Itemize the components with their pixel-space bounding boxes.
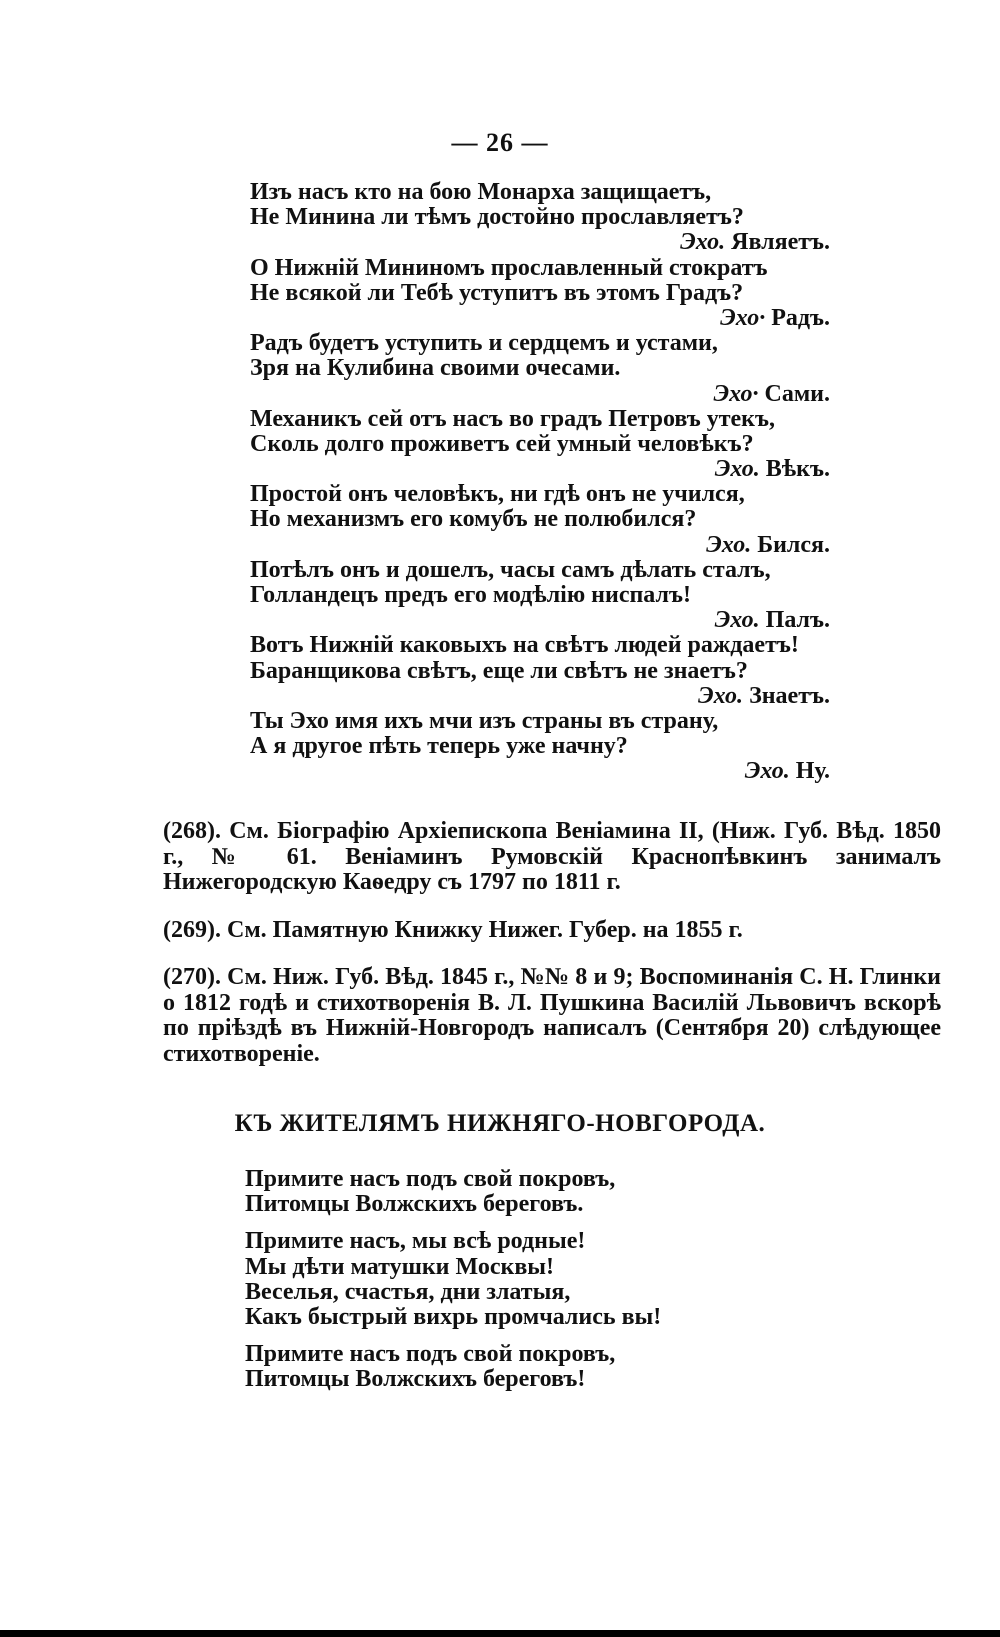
poem-line: Примите насъ подъ свой покровъ,	[245, 1166, 616, 1192]
poem-line: А я другое пѣть теперь уже начну?	[250, 733, 628, 760]
echo-label: Эхо.	[714, 607, 760, 634]
poem-line: Питомцы Волжскихъ береговъ.	[245, 1191, 584, 1218]
poem-line: Голландецъ предъ его модѣлію ниспалъ!	[250, 582, 691, 608]
footnote-270: (270). См. Ниж. Губ. Вѣд. 1845 г., №№ 8 и 9; Воспоминанія С. Н. Глинки о 1812 годѣ и стихотворенія В. Л. Пушкина Василій Львовичъ вскорѣ по пріѣздѣ въ Нижній-Новгородъ написалъ (Сентября 20) слѣдующее стихотвореніе.	[163, 964, 941, 1067]
footnotes	[163, 819, 941, 1089]
poem-line: Примите насъ, мы всѣ родные!	[245, 1228, 586, 1255]
echo-word: Знаетъ.	[749, 682, 830, 709]
page-number: — 26 —	[451, 128, 549, 157]
poem-line: Вотъ Нижній каковыхъ на свѣтъ людей раждаетъ!	[250, 632, 799, 659]
echo-line	[250, 533, 830, 558]
page-edge-rule	[0, 1630, 1000, 1637]
echo-label: Эхо.	[698, 682, 744, 709]
poem-line: Потѣлъ онъ и дошелъ, часы самъ дѣлать сталъ,	[250, 556, 771, 583]
echo-label: Эхо.	[744, 758, 790, 785]
echo-poem	[250, 180, 830, 785]
echo-word: Вѣкъ.	[765, 456, 830, 483]
poem-line: Баранщикова свѣтъ, еще ли свѣтъ не знаетъ?	[250, 657, 748, 684]
poem-line: Веселья, счастья, дни златыя,	[245, 1278, 571, 1305]
echo-line	[250, 684, 830, 709]
echo-word: Сами.	[764, 380, 830, 407]
echo-line	[250, 382, 830, 407]
pushkin-poem	[245, 1167, 805, 1405]
poem-line: Сколь долго проживетъ сей умный человѣкъ?	[250, 430, 754, 457]
echo-word: Радъ.	[771, 304, 830, 331]
echo-label: Эхо.	[680, 229, 726, 256]
poem-line: Ты Эхо имя ихъ мчи изъ страны въ страну,	[250, 707, 719, 734]
poem-line: О Нижній Мининомъ прославленный стократъ	[250, 254, 768, 281]
poem-line: Не всякой ли Тебѣ уступитъ въ этомъ Градъ?	[250, 279, 744, 306]
echo-word: Ну.	[795, 758, 830, 785]
echo-line	[250, 759, 830, 784]
poem-line: Простой онъ человѣкъ, ни гдѣ онъ не учился,	[250, 481, 745, 508]
echo-label: Эхо.	[706, 531, 752, 558]
echo-word: Бился.	[757, 531, 830, 558]
footnote-268: (268). См. Біографію Архіепископа Веніамина II, (Ниж. Губ. Вѣд. 1850 г., № 61. Веніаминъ Румовскій Краснопѣвкинъ занималъ Нижегородскую Каѳедру съ 1797 по 1811 г.	[163, 818, 941, 895]
footnote-269: (269). См. Памятную Книжку Нижег. Губер. на 1855 г.	[163, 916, 743, 943]
poem-line: Зря на Кулибина своими очесами.	[250, 355, 621, 382]
poem-line: Какъ быстрый вихрь промчались вы!	[245, 1303, 662, 1330]
echo-line	[250, 306, 830, 331]
echo-word: Являетъ.	[731, 229, 830, 256]
poem-line: Примите насъ подъ свой покровъ,	[245, 1341, 616, 1368]
poem-line: Питомцы Волжскихъ береговъ!	[245, 1366, 586, 1393]
stanza	[245, 1229, 805, 1330]
poem-title: КЪ ЖИТЕЛЯМЪ НИЖНЯГО-НОВГОРОДА.	[234, 1110, 766, 1137]
poem-line: Но механизмъ его комубъ не полюбился?	[250, 506, 697, 533]
echo-line	[250, 608, 830, 633]
poem-line: Не Минина ли тѣмъ достойно прославляетъ?	[250, 204, 744, 231]
echo-line	[250, 457, 830, 482]
echo-label: Эхо.	[714, 456, 760, 483]
poem-line: Радъ будетъ уступить и сердцемъ и устами,	[250, 330, 718, 357]
poem-line: Механикъ сей отъ насъ во градъ Петровъ утекъ,	[250, 405, 775, 432]
echo-word: Палъ.	[765, 607, 830, 634]
poem-line: Мы дѣти матушки Москвы!	[245, 1253, 555, 1280]
stanza	[245, 1342, 805, 1392]
stanza	[245, 1167, 805, 1217]
echo-line	[250, 230, 830, 255]
echo-label: Эхо·	[713, 380, 759, 407]
poem-line: Изъ насъ кто на бою Монарха защищаетъ,	[250, 179, 712, 205]
echo-label: Эхо·	[720, 304, 766, 331]
